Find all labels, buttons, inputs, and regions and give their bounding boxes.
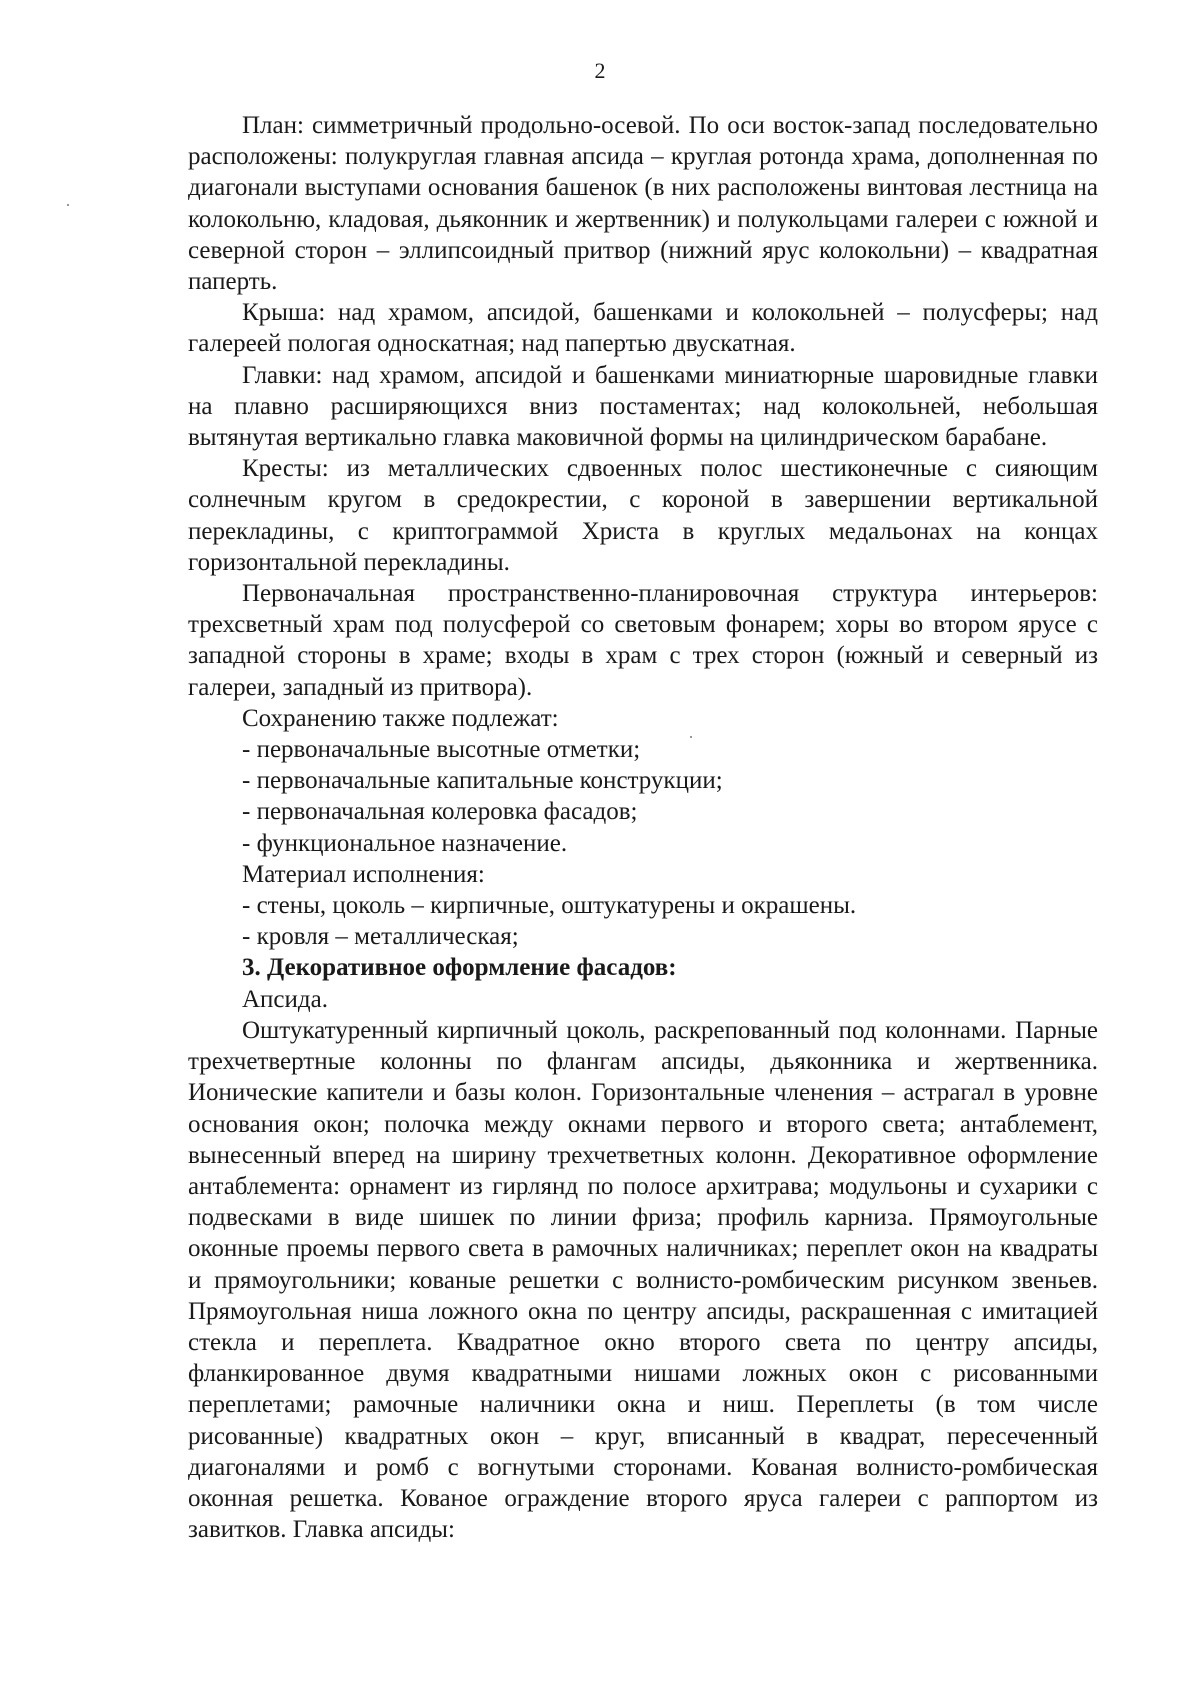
material-intro: Материал исполнения: — [242, 860, 485, 888]
paragraph-roof: Крыша: над храмом, апсидой, башенками и колокольней – полусферы; над галереей пологая односкатная; над папертью двускатная. — [188, 299, 1098, 358]
paragraph-crosses: Кресты: из металлических сдвоенных полос шестиконечные с сияющим солнечным кругом в средокрестии, с короной в завершении вертикальной перекладины, с криптограммой Христа в круглых медальонах на концах горизонтальной перекладины. — [188, 455, 1098, 576]
list-item: - функциональное назначение. — [242, 829, 568, 857]
section-heading: 3. Декоративное оформление фасадов: — [242, 954, 677, 982]
paragraph-plan: План: симметричный продольно-осевой. По оси восток-запад последовательно расположены: полукруглая главная апсида – круглая ротонда храма, дополненная по диагонали выступами основания башенок (в них расположены винтовая лестница на колокольню, кладовая, дьяконник и жертвенник) и полукольцами галереи с южной и северной сторон – эллипсоидный притвор (нижний ярус колокольни) – квадратная паперть. — [188, 112, 1098, 296]
list-item: - первоначальные капитальные конструкции; — [242, 767, 723, 795]
scan-speck — [690, 736, 692, 738]
page-number: 2 — [594, 58, 606, 83]
list-item: - кровля – металлическая; — [242, 923, 519, 951]
document-body — [188, 110, 1098, 1545]
list-item: - первоначальные высотные отметки; — [242, 736, 641, 764]
list-item: - стены, цоколь – кирпичные, оштукатурены и окрашены. — [242, 892, 857, 920]
preserve-intro: Сохранению также подлежат: — [242, 704, 559, 732]
paragraph-domes: Главки: над храмом, апсидой и башенками миниатюрные шаровидные главки на плавно расширяющихся вниз постаментах; над колокольней, небольшая вытянутая вертикально главка маковичной формы на цилиндрическом барабане. — [188, 361, 1098, 452]
list-item: - первоначальная колеровка фасадов; — [242, 798, 638, 826]
subsection-title: Апсида. — [242, 985, 328, 1013]
scan-speck — [67, 204, 69, 206]
paragraph-apse: Оштукатуренный кирпичный цоколь, раскрепованный под колоннами. Парные трехчетвертные колонны по флангам апсиды, дьяконника и жертвенника. Ионические капители и базы колон. Горизонтальные членения – астрагал в уровне основания окон; полочка между окнами первого и второго света; антаблемент, вынесенный вперед на ширину трехчетветных колонн. Декоративное оформление антаблемента: орнамент из гирлянд по полосе архитрава; модульоны и сухарики с подвесками в виде шишек по линии фриза; профиль карниза. Прямоугольные оконные проемы первого света в рамочных наличниках; переплет окон на квадраты и прямоугольники; кованые решетки с волнисто-ромбическим рисунком звеньев. Прямоугольная ниша ложного окна по центру апсиды, раскрашенная с имитацией стекла и переплета. Квадратное окно второго света по центру апсиды, фланкированное двумя квадратными нишами ложных окон с рисованными переплетами; рамочные наличники окна и ниш. Переплеты (в том числе рисованные) квадратных окон – круг, вписанный в квадрат, пересеченный диагоналями и ромб с вогнутыми сторонами. Кованая волнисто-ромбическая оконная решетка. Кованое ограждение второго яруса галереи с раппортом из завитков. Главка апсиды: — [188, 1016, 1098, 1544]
paragraph-interior: Первоначальная пространственно-планировочная структура интерьеров: трехсветный храм под полусферой со световым фонарем; хоры во втором ярусе с западной стороны в храме; входы в храм с трех сторон (южный и северный из галереи, западный из притвора). — [188, 580, 1098, 701]
